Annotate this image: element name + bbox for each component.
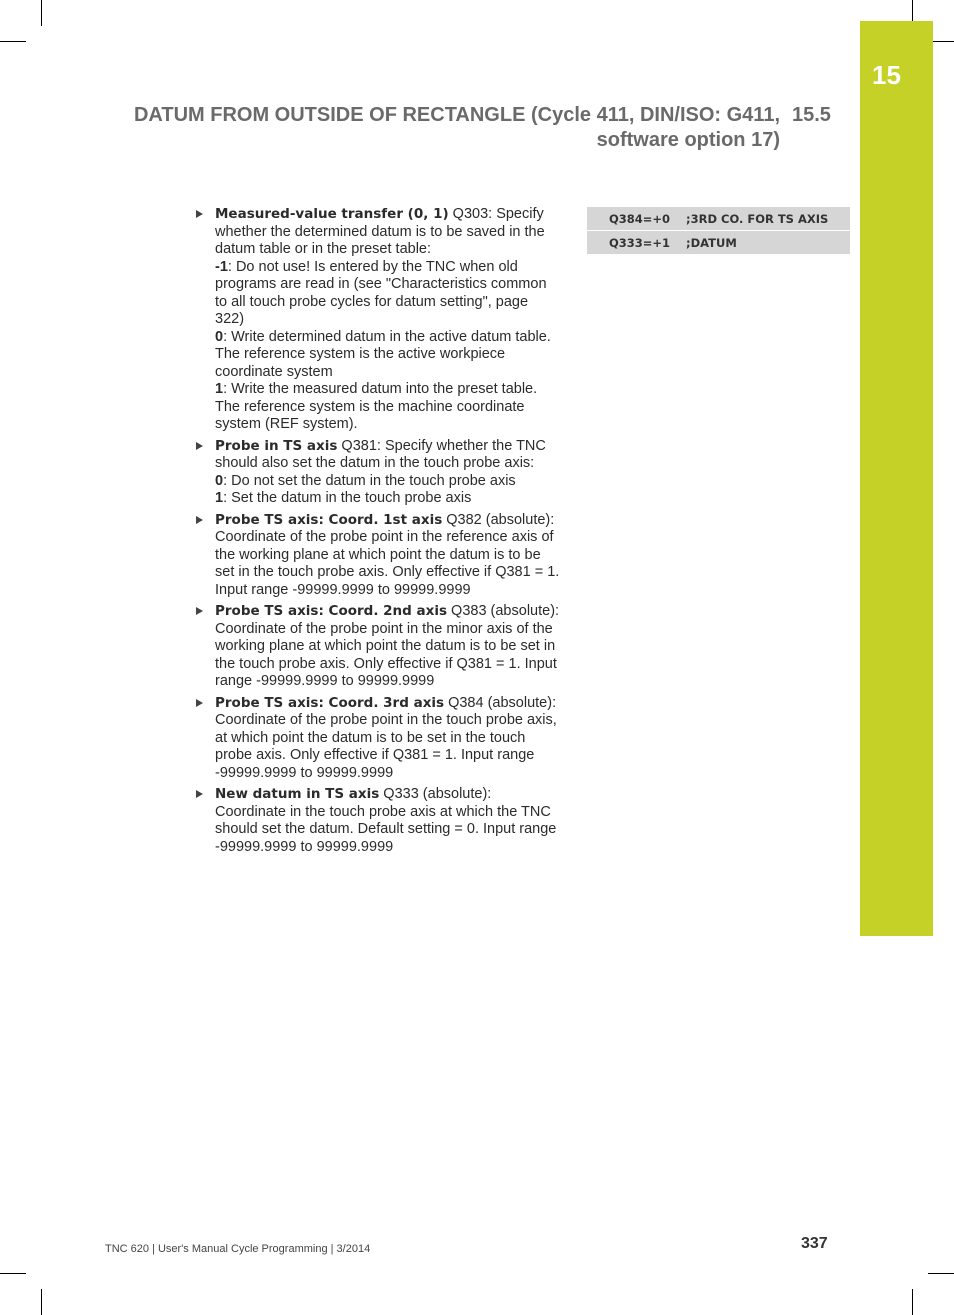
param-description: Q381: Specify whether the TNC should also set the datum in the touch probe axis:: [215, 437, 546, 471]
footer-text: TNC 620 | User's Manual Cycle Programming | 3/2014: [105, 1243, 371, 1255]
param-name: New datum in TS axis: [215, 786, 380, 802]
param-item: [195, 438, 560, 508]
crop-mark: [0, 1273, 26, 1274]
parameter-list: [195, 206, 560, 860]
param-option: [215, 329, 560, 382]
page-title-line-1: DATUM FROM OUTSIDE OF RECTANGLE (Cycle 411, DIN/ISO: G411,: [133, 104, 780, 126]
param-name: Probe TS axis: Coord. 1st axis: [215, 511, 443, 528]
param-item: [195, 603, 560, 691]
bullet-arrow-icon: [196, 210, 203, 218]
bullet-arrow-icon: [196, 442, 203, 450]
page-title-line-2: software option 17): [596, 129, 780, 151]
chapter-tab: [860, 21, 933, 936]
param-option: [215, 259, 560, 329]
param-item: [195, 786, 560, 856]
param-option: [215, 381, 560, 434]
param-description: Q303: Specify whether the determined datum is to be saved in the datum table or in the preset table:: [215, 206, 545, 257]
option-value: -1: [215, 258, 228, 275]
bullet-arrow-icon: [196, 699, 203, 707]
param-name: Probe TS axis: Coord. 2nd axis: [215, 603, 448, 619]
option-text: : Write determined datum in the active datum table. The reference system is the active workpiece coordinate system: [215, 328, 551, 380]
param-item: [195, 695, 560, 783]
crop-mark: [928, 1273, 954, 1274]
page-number: 337: [801, 1235, 828, 1252]
param-name: Probe TS axis: Coord. 3rd axis: [215, 694, 445, 711]
crop-mark: [41, 1289, 42, 1315]
param-description: Q383 (absolute): Coordinate of the probe point in the minor axis of the working plane at which point the datum is to be set in the touch probe axis. Only effective if Q381 = 1. Input range -99999.9999 to 99999.9999: [215, 603, 560, 689]
chapter-number: 15: [872, 60, 901, 90]
param-item: [195, 512, 560, 600]
param-description: Q384 (absolute): Coordinate of the probe point in the touch probe axis, at which point the datum is to be set in the touch probe axis. Only effective if Q381 = 1. Input range -99999.9999 to 99999.9999: [215, 694, 557, 781]
crop-mark: [912, 1289, 913, 1315]
option-text: : Do not set the datum in the touch probe axis: [223, 472, 516, 489]
option-value: 1: [215, 490, 224, 506]
code-row: [587, 231, 850, 254]
code-param: Q384=+0: [608, 211, 671, 226]
param-name: Probe in TS axis: [215, 437, 338, 454]
param-option: [215, 473, 560, 491]
code-comment: ;DATUM: [686, 235, 737, 250]
param-name: Measured-value transfer (0, 1): [215, 206, 449, 222]
option-text: : Do not use! Is entered by the TNC when old programs are read in (see "Characteristics common to all touch probe cycles for datum setting", page 322): [215, 258, 547, 327]
option-value: 1: [215, 381, 224, 397]
bullet-arrow-icon: [196, 516, 203, 524]
nc-code-block: [587, 207, 850, 255]
param-description: Q382 (absolute): Coordinate of the probe point in the reference axis of the working plane at which point the datum is to be set in the touch probe axis. Only effective if Q381 = 1. Input range -99999.9999 to 99999.9999: [215, 511, 560, 598]
option-text: : Set the datum in the touch probe axis: [223, 490, 472, 506]
code-row: [587, 207, 850, 230]
option-value: 0: [215, 328, 224, 345]
code-param: Q333=+1: [608, 235, 671, 250]
crop-mark: [0, 41, 26, 42]
crop-mark: [41, 0, 42, 26]
bullet-arrow-icon: [196, 790, 203, 798]
code-comment: ;3RD CO. FOR TS AXIS: [686, 211, 829, 226]
option-value: 0: [215, 472, 224, 489]
page-title: [100, 103, 780, 153]
bullet-arrow-icon: [196, 607, 203, 615]
option-text: : Write the measured datum into the preset table. The reference system is the machine coordinate system (REF system).: [215, 381, 538, 432]
param-item: [195, 206, 560, 434]
param-description: Q333 (absolute): Coordinate in the touch probe axis at which the TNC should set the datum. Default setting = 0. Input range -99999.9999 to 99999.9999: [215, 786, 557, 855]
param-option: [215, 490, 560, 508]
section-number: 15.5: [792, 104, 831, 126]
